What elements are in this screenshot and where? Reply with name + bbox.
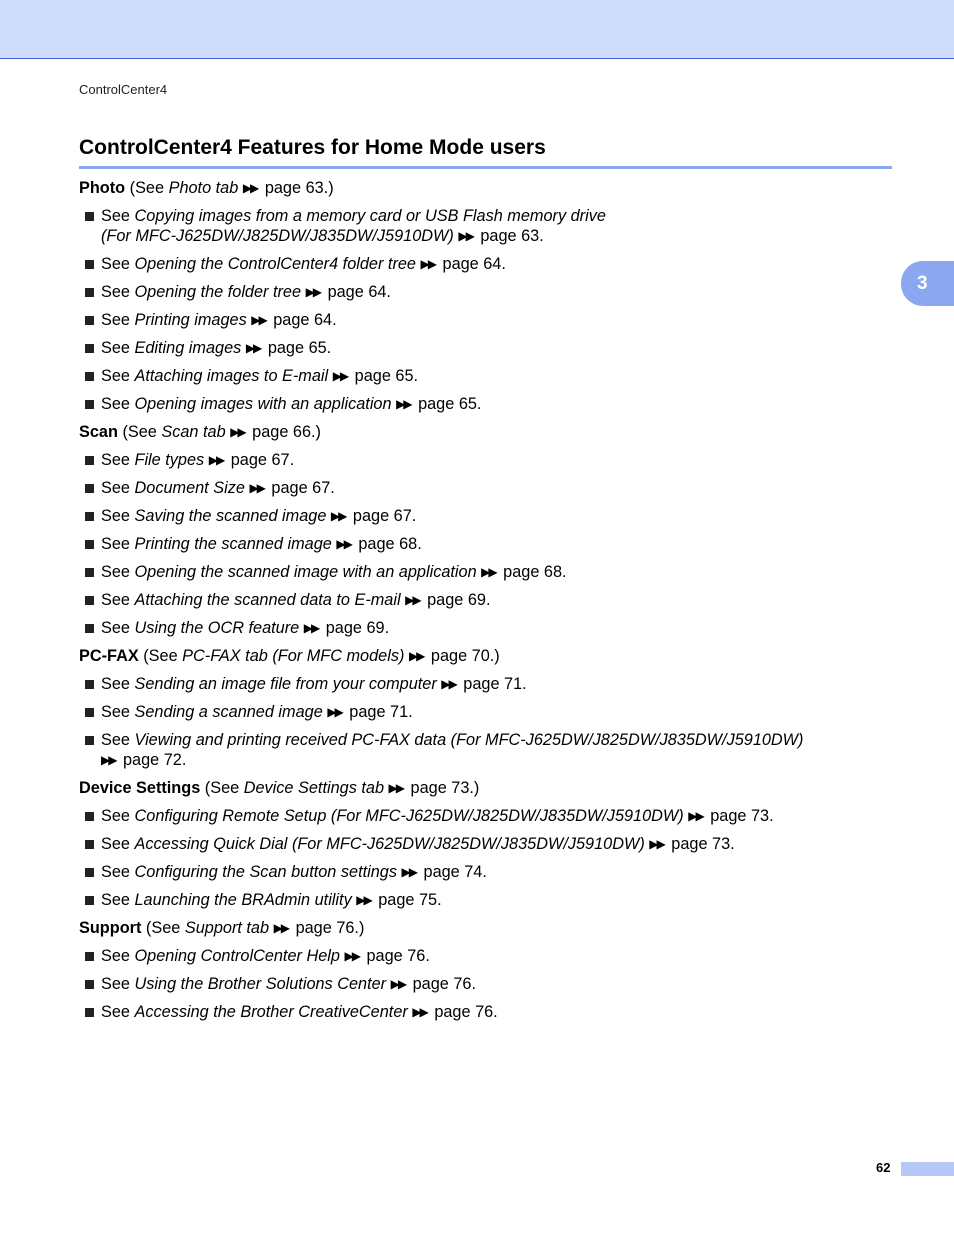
section-see-text: (See [141,919,185,937]
section-heading [79,422,879,442]
cross-reference-link[interactable]: Launching the BRAdmin utility [134,891,352,909]
page-ref: page 74. [418,863,487,881]
chapter-tab[interactable] [901,261,954,306]
page-ref: page 65. [350,367,419,385]
see-text: See [101,255,135,273]
list-item [79,206,879,246]
cross-reference-link[interactable]: Document Size [134,479,245,497]
square-bullet-icon [85,624,94,633]
list-item [79,534,879,554]
page-ref: page 69. [422,591,491,609]
page-ref: page 63. [475,227,544,245]
double-arrow-icon: ▶▶ [356,893,371,907]
list-item [79,590,879,610]
list-item [79,974,879,994]
double-arrow-icon: ▶▶ [305,285,321,299]
double-arrow-icon: ▶▶ [251,313,266,327]
square-bullet-icon [85,260,94,269]
page-ref: page 68. [498,563,567,581]
see-text: See [101,863,135,881]
page-ref: page 71. [344,703,413,721]
section-see-text: (See [200,779,244,797]
cross-reference-link[interactable]: Attaching images to E-mail [134,367,329,385]
cross-reference-link[interactable]: Saving the scanned image [134,507,327,525]
section-page-ref: page 66.) [247,423,321,441]
section-link[interactable]: Photo tab [168,179,239,197]
list-item [79,254,879,274]
see-text: See [101,975,135,993]
title-rule [79,166,892,169]
square-bullet-icon [85,316,94,325]
square-bullet-icon [85,1008,94,1017]
cross-reference-link[interactable]: Opening images with an application [134,395,392,413]
page-title: ControlCenter4 Features for Home Mode users [79,136,546,159]
list-item [79,366,879,386]
page-ref: page 68. [353,535,422,553]
list-item [79,450,879,470]
cross-reference-link[interactable]: Using the OCR feature [134,619,300,637]
cross-reference-link[interactable]: Opening the ControlCenter4 folder tree [134,255,416,273]
cross-reference-link[interactable]: Printing the scanned image [134,535,332,553]
list-item [79,702,879,722]
list-item [79,890,879,910]
double-arrow-icon: ▶▶ [303,621,319,635]
square-bullet-icon [85,372,94,381]
cross-reference-link[interactable]: Sending a scanned image [134,703,323,721]
list-item [79,862,879,882]
see-text: See [101,731,135,749]
double-arrow-icon: ▶▶ [405,593,420,607]
cross-reference-link-cont[interactable]: (For MFC-J625DW/J825DW/J835DW/J5910DW) [101,227,454,245]
square-bullet-icon [85,708,94,717]
section-heading [79,918,879,938]
cross-reference-link[interactable]: Configuring the Scan button settings [134,863,397,881]
double-arrow-icon: ▶▶ [401,865,416,879]
running-head: ControlCenter4 [79,82,168,97]
square-bullet-icon [85,540,94,549]
list-item [79,478,879,498]
square-bullet-icon [85,868,94,877]
section-see-text: (See [125,179,169,197]
cross-reference-link[interactable]: Accessing Quick Dial (For MFC-J625DW/J825DW/J835DW/J5910DW) [134,835,645,853]
square-bullet-icon [85,288,94,297]
page-ref: page 65. [263,339,332,357]
list-item [79,338,879,358]
see-text: See [101,835,135,853]
page-ref: page 72. [118,751,187,769]
section-page-ref: page 76.) [291,919,365,937]
square-bullet-icon [85,484,94,493]
cross-reference-link[interactable]: Viewing and printing received PC-FAX data (For MFC-J625DW/J825DW/J835DW/J5910DW) [134,731,804,749]
see-text: See [101,367,135,385]
see-text: See [101,807,135,825]
list-item [79,310,879,330]
page-ref: page 76. [408,975,476,993]
cross-reference-link[interactable]: Printing images [134,311,247,329]
square-bullet-icon [85,896,94,905]
feature-list [79,178,879,1030]
see-text: See [101,619,135,637]
double-arrow-icon: ▶▶ [441,677,456,691]
page-ref: page 69. [321,619,390,637]
square-bullet-icon [85,812,94,821]
list-item [79,806,879,826]
section-link[interactable]: Support tab [184,919,270,937]
list-item [79,834,879,854]
double-arrow-icon: ▶▶ [249,481,264,495]
double-arrow-icon: ▶▶ [408,649,424,663]
section-heading [79,778,879,798]
square-bullet-icon [85,212,94,221]
list-item [79,282,879,302]
page-ref: page 64. [268,311,337,329]
list-item [79,730,879,770]
section-page-ref: page 63.) [260,179,334,197]
section-label: Device Settings [79,779,201,797]
square-bullet-icon [85,840,94,849]
page-ref: page 71. [458,675,527,693]
see-text: See [101,451,135,469]
section-label: Photo [79,179,126,197]
see-text: See [101,1003,135,1021]
cross-reference-link[interactable]: Sending an image file from your computer [134,675,437,693]
see-text: See [101,283,135,301]
section-link[interactable]: PC-FAX tab (For MFC models) [182,647,405,665]
list-item [79,674,879,694]
section-page-ref: page 70.) [426,647,500,665]
double-arrow-icon: ▶▶ [332,369,348,383]
see-text: See [101,591,135,609]
see-text: See [101,535,135,553]
cross-reference-link[interactable]: Copying images from a memory card or USB Flash memory drive [134,207,606,225]
page-ref: page 64. [437,255,506,273]
page-ref: page 65. [413,395,482,413]
double-arrow-icon: ▶▶ [649,837,664,851]
cross-reference-link[interactable]: Opening the folder tree [134,283,302,301]
see-text: See [101,207,135,225]
double-arrow-icon: ▶▶ [481,565,496,579]
list-item [79,946,879,966]
double-arrow-icon: ▶▶ [327,705,342,719]
section-heading [79,178,879,198]
square-bullet-icon [85,736,94,745]
see-text: See [101,891,135,909]
double-arrow-icon: ▶▶ [688,809,703,823]
page-ref: page 67. [226,451,295,469]
double-arrow-icon: ▶▶ [273,921,289,935]
square-bullet-icon [85,512,94,521]
double-arrow-icon: ▶▶ [230,425,245,439]
section-link[interactable]: Device Settings tab [243,779,384,797]
square-bullet-icon [85,980,94,989]
section-label: Support [79,919,142,937]
cross-reference-link[interactable]: Attaching the scanned data to E-mail [134,591,401,609]
square-bullet-icon [85,400,94,409]
double-arrow-icon: ▶▶ [412,1005,427,1019]
square-bullet-icon [85,568,94,577]
list-item [79,1002,879,1022]
see-text: See [101,507,135,525]
see-text: See [101,675,135,693]
double-arrow-icon: ▶▶ [344,949,359,963]
double-arrow-icon: ▶▶ [420,257,435,271]
square-bullet-icon [85,952,94,961]
see-text: See [101,563,135,581]
page-number: 62 [876,1160,891,1175]
cross-reference-link[interactable]: Opening the scanned image with an application [134,563,477,581]
cross-reference-link[interactable]: Using the Brother Solutions Center [134,975,387,993]
page-ref: page 76. [429,1003,498,1021]
section-page-ref: page 73.) [406,779,480,797]
chapter-number: 3 [917,272,928,294]
see-text: See [101,479,135,497]
list-item [79,506,879,526]
page-ref: page 73. [666,835,735,853]
square-bullet-icon [85,680,94,689]
double-arrow-icon: ▶▶ [245,341,261,355]
cross-reference-link[interactable]: Opening ControlCenter Help [134,947,340,965]
see-text: See [101,311,135,329]
page-ref: page 76. [361,947,430,965]
page-ref: page 64. [323,283,391,301]
double-arrow-icon: ▶▶ [458,229,473,243]
square-bullet-icon [85,344,94,353]
page-ref: page 73. [705,807,774,825]
footer-bar [901,1162,954,1176]
section-see-text: (See [117,423,162,441]
section-heading [79,646,879,666]
double-arrow-icon: ▶▶ [396,397,411,411]
double-arrow-icon: ▶▶ [242,181,258,195]
cross-reference-link[interactable]: Configuring Remote Setup (For MFC-J625DW/J825DW/J835DW/J5910DW) [134,807,684,825]
section-link[interactable]: Scan tab [161,423,226,441]
double-arrow-icon: ▶▶ [390,977,406,991]
section-see-text: (See [138,647,183,665]
double-arrow-icon: ▶▶ [388,781,403,795]
double-arrow-icon: ▶▶ [208,453,224,467]
list-item [79,562,879,582]
cross-reference-link[interactable]: File types [134,451,205,469]
list-item [79,618,879,638]
cross-reference-link[interactable]: Editing images [134,339,242,357]
see-text: See [101,395,135,413]
list-item [79,394,879,414]
square-bullet-icon [85,456,94,465]
page-ref: page 67. [266,479,335,497]
page-ref: page 75. [373,891,442,909]
section-label: PC-FAX [79,647,139,665]
see-text: See [101,703,135,721]
see-text: See [101,339,135,357]
see-text: See [101,947,135,965]
double-arrow-icon: ▶▶ [101,753,116,767]
double-arrow-icon: ▶▶ [330,509,346,523]
section-label: Scan [79,423,118,441]
double-arrow-icon: ▶▶ [336,537,351,551]
square-bullet-icon [85,596,94,605]
header-band [0,0,954,59]
page-ref: page 67. [348,507,417,525]
cross-reference-link[interactable]: Accessing the Brother CreativeCenter [134,1003,408,1021]
